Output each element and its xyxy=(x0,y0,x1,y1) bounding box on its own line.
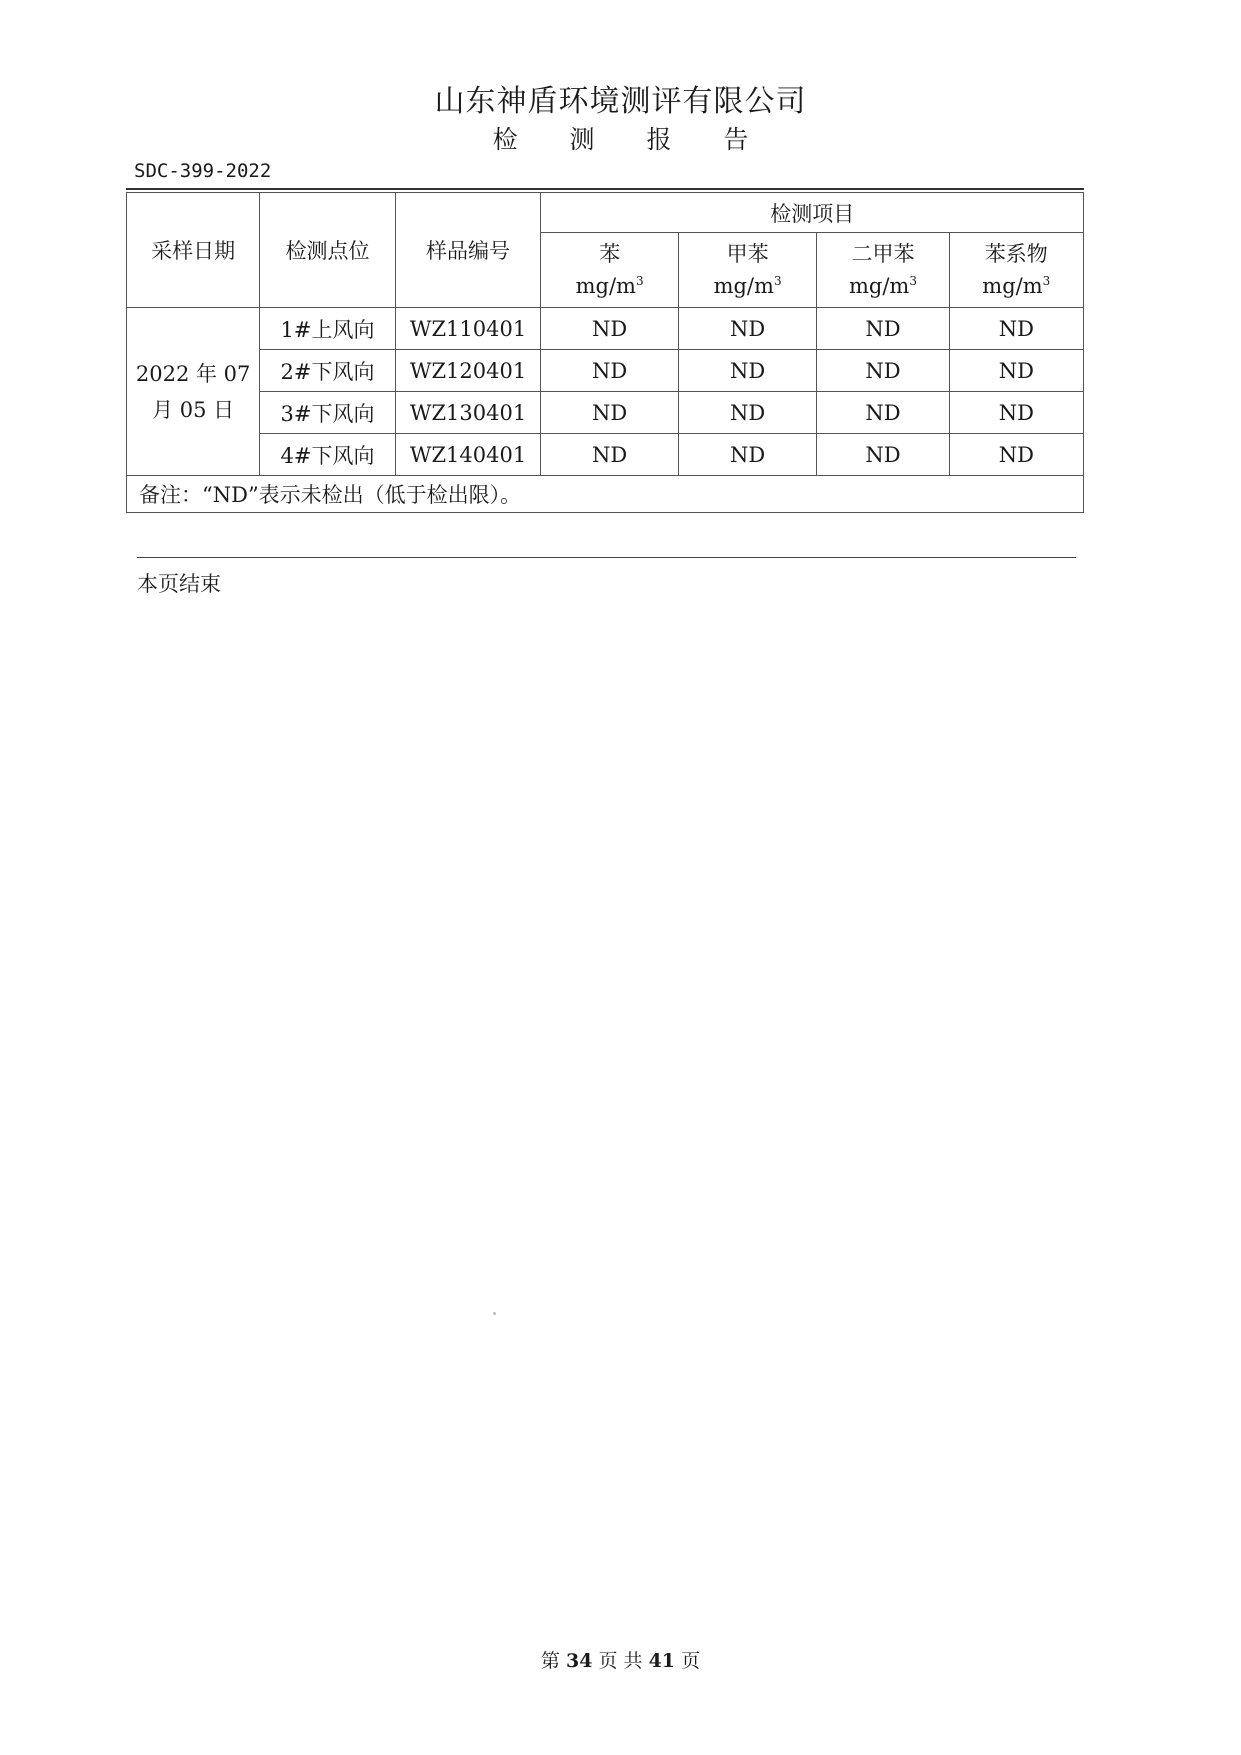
table-row xyxy=(127,350,1084,392)
value-cell: ND xyxy=(949,308,1083,350)
value-cell: ND xyxy=(817,392,949,434)
sample-cell: WZ140401 xyxy=(395,434,541,476)
header-item xyxy=(541,233,678,308)
total-pages: 41 xyxy=(648,1650,676,1672)
table-row xyxy=(127,434,1084,476)
sample-cell: WZ130401 xyxy=(395,392,541,434)
header-item xyxy=(817,233,949,308)
item-name: 二甲苯 xyxy=(851,242,915,266)
value-cell: ND xyxy=(949,392,1083,434)
footer-mid: 页 共 xyxy=(598,1650,643,1672)
header-sample-id: 样品编号 xyxy=(395,193,541,308)
page-end-text: 本页结束 xyxy=(137,572,221,596)
scan-speck xyxy=(493,1312,496,1315)
item-unit: mg/m xyxy=(575,274,636,298)
item-name: 甲苯 xyxy=(726,242,769,266)
header-monitoring-point: 检测点位 xyxy=(260,193,395,308)
value-cell: ND xyxy=(817,308,949,350)
end-divider xyxy=(137,557,1076,558)
point-cell: 3#下风向 xyxy=(260,392,395,434)
unit-exponent: 3 xyxy=(1042,274,1051,288)
point-cell: 2#下风向 xyxy=(260,350,395,392)
header-sampling-date: 采样日期 xyxy=(127,193,260,308)
point-cell: 1#上风向 xyxy=(260,308,395,350)
value-cell: ND xyxy=(541,308,678,350)
value-cell: ND xyxy=(678,308,816,350)
unit-exponent: 3 xyxy=(635,274,644,288)
value-cell: ND xyxy=(817,434,949,476)
item-unit: mg/m xyxy=(982,274,1043,298)
table-note: 备注：“ND”表示未检出（低于检出限）。 xyxy=(127,476,1084,513)
header-test-items: 检测项目 xyxy=(541,193,1084,233)
value-cell: ND xyxy=(678,350,816,392)
sampling-date-cell xyxy=(127,308,260,476)
report-number: SDC-399-2022 xyxy=(134,160,272,182)
value-cell: ND xyxy=(541,434,678,476)
page-footer xyxy=(0,1646,1241,1673)
point-cell: 4#下风向 xyxy=(260,434,395,476)
results-table xyxy=(126,192,1084,513)
footer-suffix: 页 xyxy=(681,1650,701,1672)
sample-cell: WZ120401 xyxy=(395,350,541,392)
value-cell: ND xyxy=(949,350,1083,392)
value-cell: ND xyxy=(949,434,1083,476)
value-cell: ND xyxy=(541,350,678,392)
item-name: 苯系物 xyxy=(984,242,1048,266)
table-row xyxy=(127,392,1084,434)
footer-prefix: 第 xyxy=(540,1650,560,1672)
header-item xyxy=(949,233,1083,308)
header-divider xyxy=(126,188,1084,190)
value-cell: ND xyxy=(817,350,949,392)
sample-cell: WZ110401 xyxy=(395,308,541,350)
value-cell: ND xyxy=(678,392,816,434)
table-row xyxy=(127,308,1084,350)
page-number: 34 xyxy=(565,1650,593,1672)
unit-exponent: 3 xyxy=(773,274,782,288)
unit-exponent: 3 xyxy=(909,274,917,288)
report-title: 检 测 报 告 xyxy=(492,125,771,154)
date-line: 2022 年 07 xyxy=(135,361,251,386)
item-name: 苯 xyxy=(599,242,621,266)
date-line: 月 05 日 xyxy=(152,397,235,422)
item-unit: mg/m xyxy=(848,274,910,298)
value-cell: ND xyxy=(541,392,678,434)
header-item xyxy=(678,233,816,308)
value-cell: ND xyxy=(678,434,816,476)
company-name: 山东神盾环境测评有限公司 xyxy=(434,84,807,119)
item-unit: mg/m xyxy=(713,274,774,298)
